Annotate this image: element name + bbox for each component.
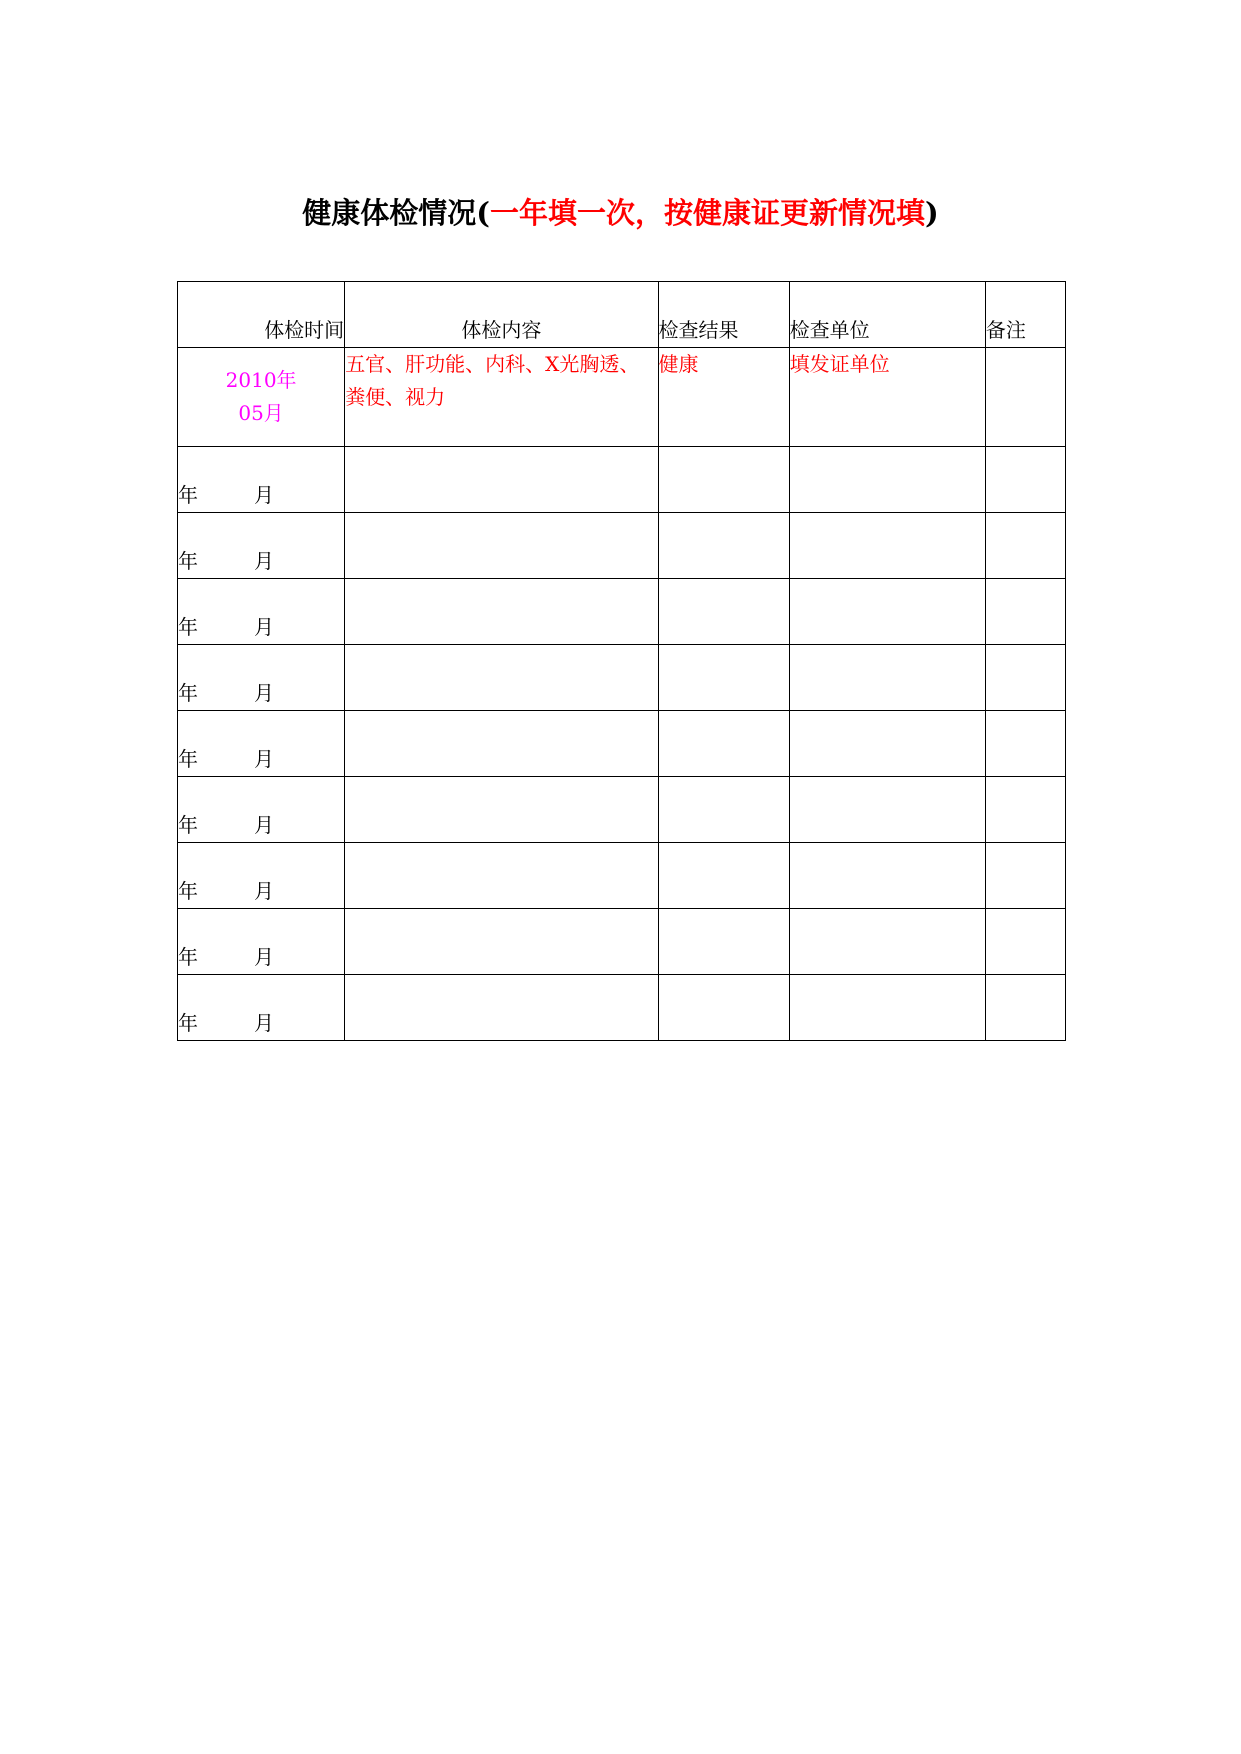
- exam-result-cell[interactable]: [658, 975, 789, 1041]
- year-label: 年: [178, 747, 198, 771]
- exam-result-cell[interactable]: [658, 711, 789, 777]
- year-label: 年: [178, 549, 198, 573]
- month-label: 月: [254, 483, 274, 507]
- header-exam-time: 体检时间: [178, 282, 345, 348]
- header-exam-content: 体检内容: [345, 282, 658, 348]
- remark-cell[interactable]: [985, 513, 1065, 579]
- example-result-cell[interactable]: 健康: [658, 348, 789, 447]
- year-label: 年: [178, 681, 198, 705]
- exam-date-cell[interactable]: [178, 711, 345, 777]
- exam-unit-cell[interactable]: [789, 777, 985, 843]
- remark-cell[interactable]: [985, 645, 1065, 711]
- exam-content-cell[interactable]: [345, 711, 658, 777]
- exam-result-cell[interactable]: [658, 579, 789, 645]
- month-label: 月: [254, 615, 274, 639]
- exam-date-cell[interactable]: [178, 645, 345, 711]
- month-label: 月: [254, 1011, 274, 1035]
- page-title: [0, 193, 1241, 233]
- example-date-cell[interactable]: [178, 348, 345, 447]
- year-label: 年: [178, 1011, 198, 1035]
- remark-cell[interactable]: [985, 579, 1065, 645]
- table-row: [178, 975, 1066, 1041]
- title-open-paren: (: [476, 196, 490, 230]
- exam-unit-cell[interactable]: [789, 579, 985, 645]
- header-exam-result: 检查结果: [658, 282, 789, 348]
- exam-date-cell[interactable]: [178, 513, 345, 579]
- remark-cell[interactable]: [985, 777, 1065, 843]
- year-label: 年: [178, 945, 198, 969]
- month-label: 月: [254, 945, 274, 969]
- exam-unit-cell[interactable]: [789, 843, 985, 909]
- exam-content-cell[interactable]: [345, 645, 658, 711]
- exam-content-cell[interactable]: [345, 447, 658, 513]
- exam-content-cell[interactable]: [345, 843, 658, 909]
- exam-unit-cell[interactable]: [789, 711, 985, 777]
- table-row: [178, 909, 1066, 975]
- month-label: 月: [254, 879, 274, 903]
- exam-result-cell[interactable]: [658, 909, 789, 975]
- table-row: [178, 513, 1066, 579]
- table-row: [178, 447, 1066, 513]
- year-label: 年: [178, 615, 198, 639]
- remark-cell[interactable]: [985, 711, 1065, 777]
- month-label: 月: [254, 681, 274, 705]
- remark-cell[interactable]: [985, 909, 1065, 975]
- table-row: [178, 777, 1066, 843]
- table-row: [178, 579, 1066, 645]
- month-label: 月: [254, 549, 274, 573]
- exam-result-cell[interactable]: [658, 645, 789, 711]
- month-label: 月: [254, 813, 274, 837]
- remark-cell[interactable]: [985, 447, 1065, 513]
- exam-date-cell[interactable]: [178, 975, 345, 1041]
- remark-cell[interactable]: [985, 975, 1065, 1041]
- exam-date-cell[interactable]: [178, 777, 345, 843]
- title-note: 一年填一次，按健康证更新情况填: [490, 196, 926, 230]
- exam-unit-cell[interactable]: [789, 447, 985, 513]
- table-row: [178, 645, 1066, 711]
- exam-unit-cell[interactable]: [789, 909, 985, 975]
- exam-result-cell[interactable]: [658, 777, 789, 843]
- exam-content-cell[interactable]: [345, 975, 658, 1041]
- health-check-table: [177, 281, 1066, 1041]
- exam-date-cell[interactable]: [178, 843, 345, 909]
- month-label: 月: [254, 747, 274, 771]
- exam-result-cell[interactable]: [658, 513, 789, 579]
- header-exam-unit: 检查单位: [789, 282, 985, 348]
- exam-content-cell[interactable]: [345, 777, 658, 843]
- example-remark-cell[interactable]: [985, 348, 1065, 447]
- exam-result-cell[interactable]: [658, 447, 789, 513]
- table-row: [178, 711, 1066, 777]
- exam-content-cell[interactable]: [345, 579, 658, 645]
- title-close-paren: ): [925, 196, 939, 230]
- year-label: 年: [178, 879, 198, 903]
- exam-content-cell[interactable]: [345, 513, 658, 579]
- exam-unit-cell[interactable]: [789, 513, 985, 579]
- exam-unit-cell[interactable]: [789, 645, 985, 711]
- exam-date-cell[interactable]: [178, 447, 345, 513]
- example-date-month: 05月: [238, 401, 284, 425]
- remark-cell[interactable]: [985, 843, 1065, 909]
- example-row: [178, 348, 1066, 447]
- example-content-cell[interactable]: 五官、肝功能、内科、X光胸透、粪便、视力: [345, 348, 658, 447]
- header-row: [178, 282, 1066, 348]
- exam-result-cell[interactable]: [658, 843, 789, 909]
- example-date-year: 2010年: [225, 368, 297, 392]
- year-label: 年: [178, 483, 198, 507]
- header-remark: 备注: [985, 282, 1065, 348]
- exam-date-cell[interactable]: [178, 579, 345, 645]
- year-label: 年: [178, 813, 198, 837]
- exam-date-cell[interactable]: [178, 909, 345, 975]
- table-row: [178, 843, 1066, 909]
- exam-content-cell[interactable]: [345, 909, 658, 975]
- example-unit-cell[interactable]: 填发证单位: [789, 348, 985, 447]
- title-main: 健康体检情况: [302, 196, 477, 230]
- exam-unit-cell[interactable]: [789, 975, 985, 1041]
